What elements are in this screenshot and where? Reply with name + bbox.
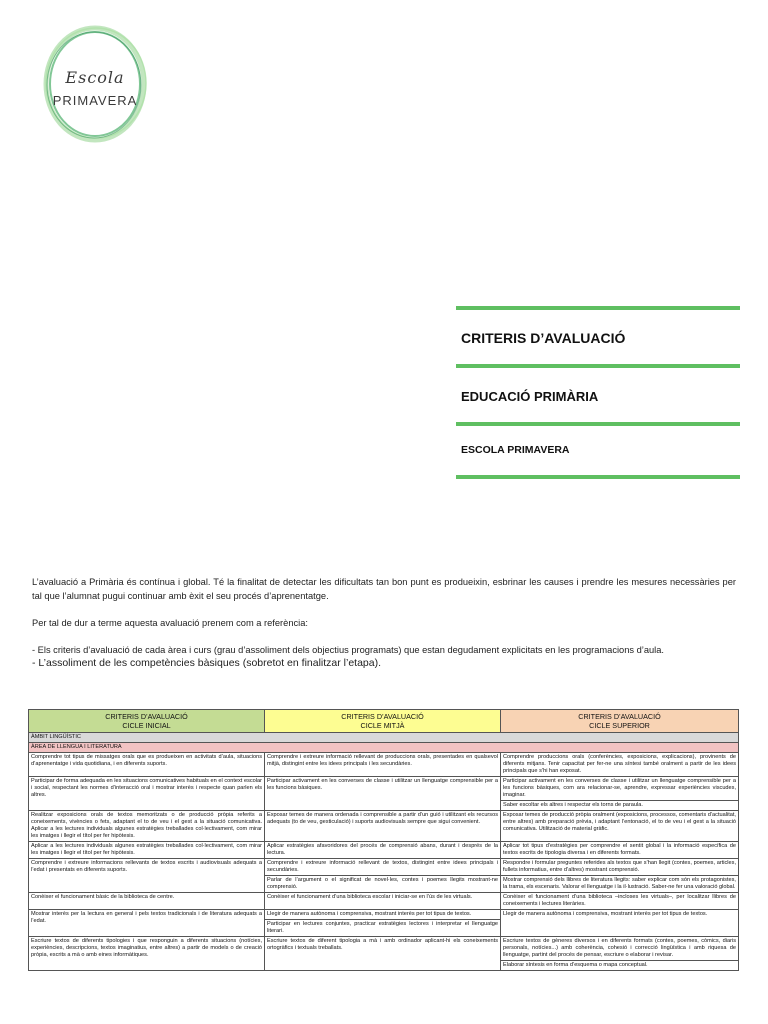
table-cell: Realitzar exposicions orals de textos memoritzats o de producció pròpia referits a coneixements, vivències o fets, adaptant el to de veu i el gest a la situació comunicativa. Aplicar a les lectures individuals algunes estratègies treballades col·lectivament, com mirar les imatges i llegir el títol per fer hipòtesis. — [29, 811, 265, 842]
table-cell: Aplicar estratègies afavoridores del procés de comprensió abans, durant i després de la lectura. — [265, 842, 501, 859]
table-cell: Llegir de manera autònoma i comprensiva, mostrant interès per tot tipus de textos. — [265, 910, 501, 920]
accent-divider — [456, 364, 740, 368]
intro-text-2: Per tal de dur a terme aquesta avaluació prenem com a referència: — [32, 618, 308, 628]
section-row-ambit — [29, 733, 739, 743]
table-row — [29, 937, 739, 961]
table-cell: Participar activament en les converses de classe i utilitzar un llenguatge comprensible per a les funcions bàsiques. — [265, 777, 501, 811]
table-cell: Comprendre i extreure informacions rellevants de textos escrits i audiovisuals adequats a l’edat i presentats en diferents suports. — [29, 859, 265, 893]
intro-paragraph — [32, 575, 736, 603]
school-name: ESCOLA PRIMAVERA — [461, 444, 570, 456]
document-title: CRITERIS D’AVALUACIÓ — [461, 330, 626, 346]
intro-text-1: L’avaluació a Primària és contínua i global. Té la finalitat de detectar les dificultats tan bon punt es produeixin, esbrinar les causes i prendre les mesures necessàries per tal que l’alumnat pugui continuar amb èxit el seu procés d’aprenentatge. — [32, 577, 736, 601]
table-row — [29, 753, 739, 777]
table-row — [29, 842, 739, 859]
logo-text-primavera: PRIMAVERA — [52, 93, 138, 108]
table-cell: Comprendre i extreure informació rellevant de produccions orals, presentades en qualsevol mitjà, distingint entre les idees principals i les secundàries. — [265, 753, 501, 777]
column-header-line: CRITERIS D’AVALUACIÓ — [578, 712, 661, 721]
section-label-ambit: ÀMBIT LINGÜÍSTIC — [29, 733, 739, 743]
table-cell: Saber escoltar els altres i respectar els torns de paraula. — [501, 801, 739, 811]
table-cell: Participar de forma adequada en les situacions comunicatives habituals en el context escolar i social, respectant les normes d’interacció oral i mostrar interès i respecte quan parlen els altres. — [29, 777, 265, 811]
school-logo — [40, 22, 150, 147]
column-header-line: CICLE INICIAL — [122, 721, 171, 730]
table-cell: Escriure textos de diferents tipologies i que responguin a diferents situacions (notícies, experiències, descripcions, textos imaginatius, entre altres) a partir de models o de creació pròpia, escrits a mà o amb eines informàtiques. — [29, 937, 265, 971]
table-cell: Conèixer el funcionament d’una biblioteca –incloses les virtuals–, per localitzar llibres de coneixements i lectures literàries. — [501, 893, 739, 910]
table-header-row — [29, 710, 739, 733]
table-cell: Exposar temes de manera ordenada i comprensible a partir d’un guió i utilitzant els recursos adequats (to de veu, gesticulació) i suports audiovisuals sempre que sigui convenient. — [265, 811, 501, 842]
table-row — [29, 777, 739, 801]
table-cell: Comprendre i extreure informació rellevant de textos, distingint entre idees principals i secundàries. — [265, 859, 501, 876]
intro-paragraph — [32, 656, 736, 670]
document-subtitle: EDUCACIÓ PRIMÀRIA — [461, 389, 599, 404]
section-label-area: ÀREA DE LLENGUA I LITERATURA — [29, 743, 739, 753]
accent-divider — [456, 306, 740, 310]
table-cell: Mostrar interès per la lectura en general i pels textos tradicionals i de literatura adequats a l’edat. — [29, 910, 265, 937]
table-cell: Escriure textos de gèneres diversos i en diferents formats (contes, poemes, còmics, diaris personals, notícies...) amb coherència, cohesió i correcció lingüística i amb riquesa de llenguatge, partint del procés de pensar, escriure o elaborar i revisar. — [501, 937, 739, 961]
table-cell: Exposar temes de producció pròpia oralment (exposicions, processos, comentaris d’actualitat, entre altres) amb preparació prèvia, i adaptant l’entonació, el to de veu i el gest a la situació comunicativa. Utilització de material gràfic. — [501, 811, 739, 842]
table-cell: Respondre i formular preguntes referides als textos que s’han llegit (contes, poemes, articles, fullets informatius, entre d’altres) mostrant comprensió. — [501, 859, 739, 876]
intro-text-4: - L’assoliment de les competències bàsiques (sobretot en finalitzar l’etapa). — [32, 657, 382, 669]
table-cell: Participar activament en les converses de classe i utilitzar un llenguatge comprensible per a les funcions bàsiques, com ara relacionar-se, aprendre, expressar experiències viscudes, imaginar. — [501, 777, 739, 801]
logo-text-escola: Escola — [65, 68, 125, 87]
table-cell: Mostrar comprensió dels llibres de literatura llegits: saber explicar com són els protagonistes, la trama, els escenaris. Valorar el llenguatge i la il·lustració. Saber-ne fer una valoració global. — [501, 876, 739, 893]
table-row — [29, 910, 739, 920]
table-cell: Comprendre tot tipus de missatges orals que es produeixen en activitats d’aula, situacions d’aprenentatge i vida quotidiana, i en diferents suports. — [29, 753, 265, 777]
table-cell: Parlar de l’argument o el significat de novel·les, contes i poemes llegits mostrant-ne comprensió. — [265, 876, 501, 893]
column-header-line: CRITERIS D’AVALUACIÓ — [341, 712, 424, 721]
table-cell: Aplicar a les lectures individuals algunes estratègies treballades col·lectivament, com mirar les imatges i llegir el títol per fer hipòtesis. — [29, 842, 265, 859]
table-cell: Participar en lectures conjuntes, practicar estratègies lectores i interpretar el llenguatge literari. — [265, 920, 501, 937]
table-cell: Llegir de manera autònoma i comprensiva, mostrant interès per tot tipus de textos. — [501, 910, 739, 937]
column-header-line: CICLE SUPERIOR — [589, 721, 650, 730]
column-header-cicle-superior — [501, 710, 739, 733]
intro-paragraph — [32, 643, 736, 657]
table-cell: Comprendre produccions orals (conferències, exposicions, explicacions), provinents de diferents mitjans. Tenir capacitat per fer-ne una síntesi també oralment a partir de les idees principals que s’hi han exposat. — [501, 753, 739, 777]
table-row — [29, 859, 739, 876]
intro-text-3: - Els criteris d’avaluació de cada àrea i curs (grau d’assoliment dels objectius programats) que estan degudament explicitats en les programacions d’aula. — [32, 645, 664, 655]
column-header-line: CICLE MITJÀ — [360, 721, 405, 730]
section-row-area — [29, 743, 739, 753]
accent-divider — [456, 475, 740, 479]
table-row — [29, 893, 739, 910]
table-cell: Escriure textos de diferent tipologia a mà i amb ordinador aplicant-hi els coneixements ortogràfics i textuals treballats. — [265, 937, 501, 971]
table-cell: Elaborar síntesis en forma d’esquema o mapa conceptual. — [501, 961, 739, 971]
column-header-cicle-mitja — [265, 710, 501, 733]
accent-divider — [456, 422, 740, 426]
table-cell: Conèixer el funcionament d’una biblioteca escolar i iniciar-se en l’ús de les virtuals. — [265, 893, 501, 910]
table-cell: Aplicar tot tipus d’estratègies per comprendre el sentit global i la informació específica de textos escrits de tipologia diversa i en diferents formats. — [501, 842, 739, 859]
column-header-line: CRITERIS D’AVALUACIÓ — [105, 712, 188, 721]
intro-paragraph — [32, 616, 736, 630]
criteria-table — [28, 709, 739, 971]
table-cell: Conèixer el funcionament bàsic de la biblioteca de centre. — [29, 893, 265, 910]
table-row — [29, 811, 739, 842]
column-header-cicle-inicial — [29, 710, 265, 733]
